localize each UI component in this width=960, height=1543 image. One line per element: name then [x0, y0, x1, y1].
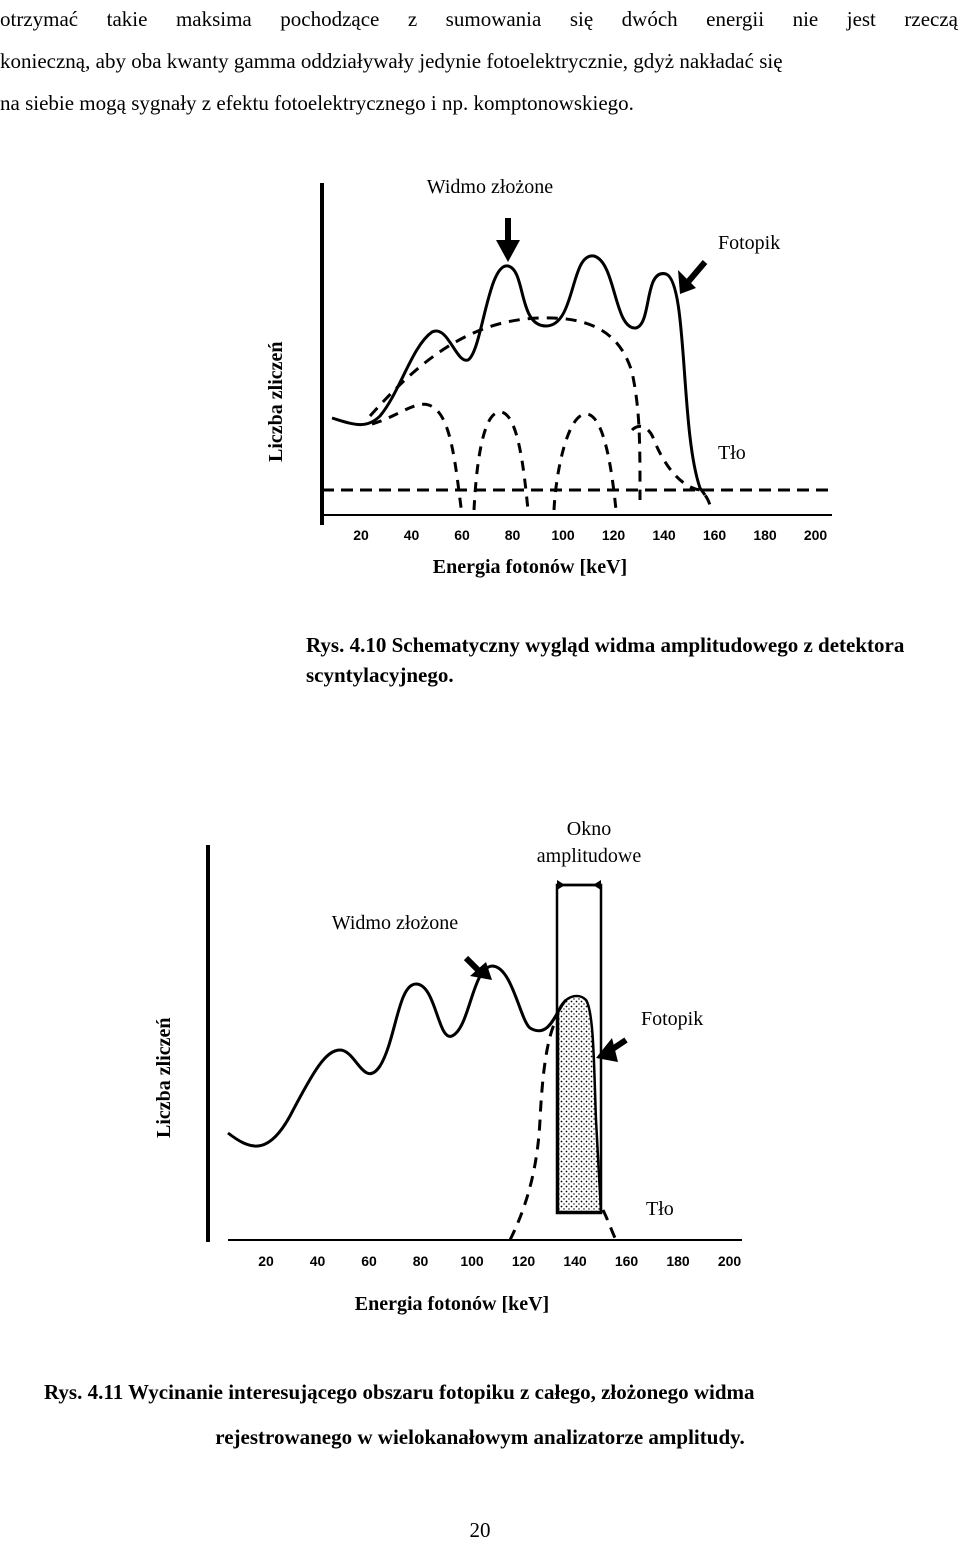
- fig2-tick-80: 80: [412, 1253, 429, 1269]
- body-line-3: na siebie mogą sygnały z efektu fotoelektrycznego i np. komptonowskiego.: [0, 91, 634, 115]
- fig2-tick-140: 140: [563, 1253, 587, 1269]
- fig2-tick-20: 20: [258, 1253, 274, 1269]
- figure-2-diagram: [0, 800, 960, 1330]
- fig1-tick-160: 160: [702, 527, 727, 543]
- fig1-tick-20: 20: [353, 527, 369, 543]
- fig1-arrow-photopeak: [678, 262, 705, 294]
- figure-2-caption-line-1: Rys. 4.11 Wycinanie interesującego obszaru fotopiku z całego, złożonego widma: [44, 1380, 755, 1404]
- fig2-tick-180: 180: [666, 1253, 690, 1269]
- fig1-peak-2: [474, 412, 528, 510]
- body-line-2: konieczną, aby oba kwanty gamma oddziaływały jedynie fotoelektrycznie, gdyż nakładać się: [0, 49, 783, 73]
- fig1-tick-60: 60: [454, 527, 470, 543]
- fig1-peak-1: [372, 404, 462, 515]
- fig2-tick-200: 200: [717, 1253, 742, 1269]
- fig2-tick-120: 120: [511, 1253, 536, 1269]
- fig1-tick-180: 180: [753, 527, 777, 543]
- fig1-peak-3: [554, 414, 616, 510]
- fig1-label-composite: Widmo złożone: [426, 176, 554, 198]
- fig2-x-label: Energia fotonów [keV]: [354, 1293, 550, 1315]
- fig1-x-label: Energia fotonów [keV]: [432, 556, 628, 578]
- figure-2: [0, 800, 960, 1330]
- fig2-tick-60: 60: [361, 1253, 377, 1269]
- fig1-arrow-composite: [496, 218, 520, 262]
- fig1-label-photopeak: Fotopik: [718, 232, 781, 254]
- fig1-tick-labels: [353, 527, 827, 543]
- fig1-composite-curve: [332, 256, 705, 495]
- fig2-tick-40: 40: [309, 1253, 326, 1269]
- fig2-arrow-composite: [466, 958, 492, 980]
- fig1-peak-4: [632, 426, 712, 512]
- fig1-label-background: Tło: [718, 442, 746, 464]
- fig2-tick-labels: [258, 1253, 741, 1269]
- fig2-tick-100: 100: [460, 1253, 484, 1269]
- fig2-tick-160: 160: [614, 1253, 639, 1269]
- fig1-tick-100: 100: [551, 527, 575, 543]
- fig2-label-background: Tło: [646, 1198, 674, 1220]
- figure-1-caption: Rys. 4.10 Schematyczny wygląd widma amplitudowego z detektora scyntylacyjnego.: [306, 633, 905, 687]
- figure-1-diagram: [0, 0, 960, 610]
- fig1-y-label: Liczba zliczeń: [265, 341, 287, 462]
- fig2-label-window-2: amplitudowe: [536, 845, 642, 867]
- fig2-y-label: Liczba zliczeń: [153, 1017, 175, 1138]
- fig1-tick-40: 40: [403, 527, 420, 543]
- figure-1: [0, 0, 960, 610]
- fig2-label-photopeak: Fotopik: [641, 1008, 704, 1030]
- fig2-photopeak-dashed: [510, 1020, 556, 1240]
- fig1-tick-120: 120: [601, 527, 626, 543]
- page-number: 20: [469, 1518, 491, 1542]
- fig2-label-composite: Widmo złożone: [331, 912, 459, 934]
- body-line-1: otrzymać takie maksima pochodzące z sumowania się dwóch energii nie jest rzeczą: [0, 7, 958, 31]
- fig1-tick-140: 140: [652, 527, 676, 543]
- fig2-label-window-1: Okno: [566, 818, 612, 840]
- fig1-tick-80: 80: [504, 527, 521, 543]
- figure-2-caption-line-2: rejestrowanego w wielokanałowym analizatorze amplitudy.: [215, 1425, 745, 1449]
- fig2-composite-curve: [228, 966, 566, 1146]
- fig1-tick-200: 200: [803, 527, 828, 543]
- fig2-photopeak-shaded: [558, 996, 601, 1212]
